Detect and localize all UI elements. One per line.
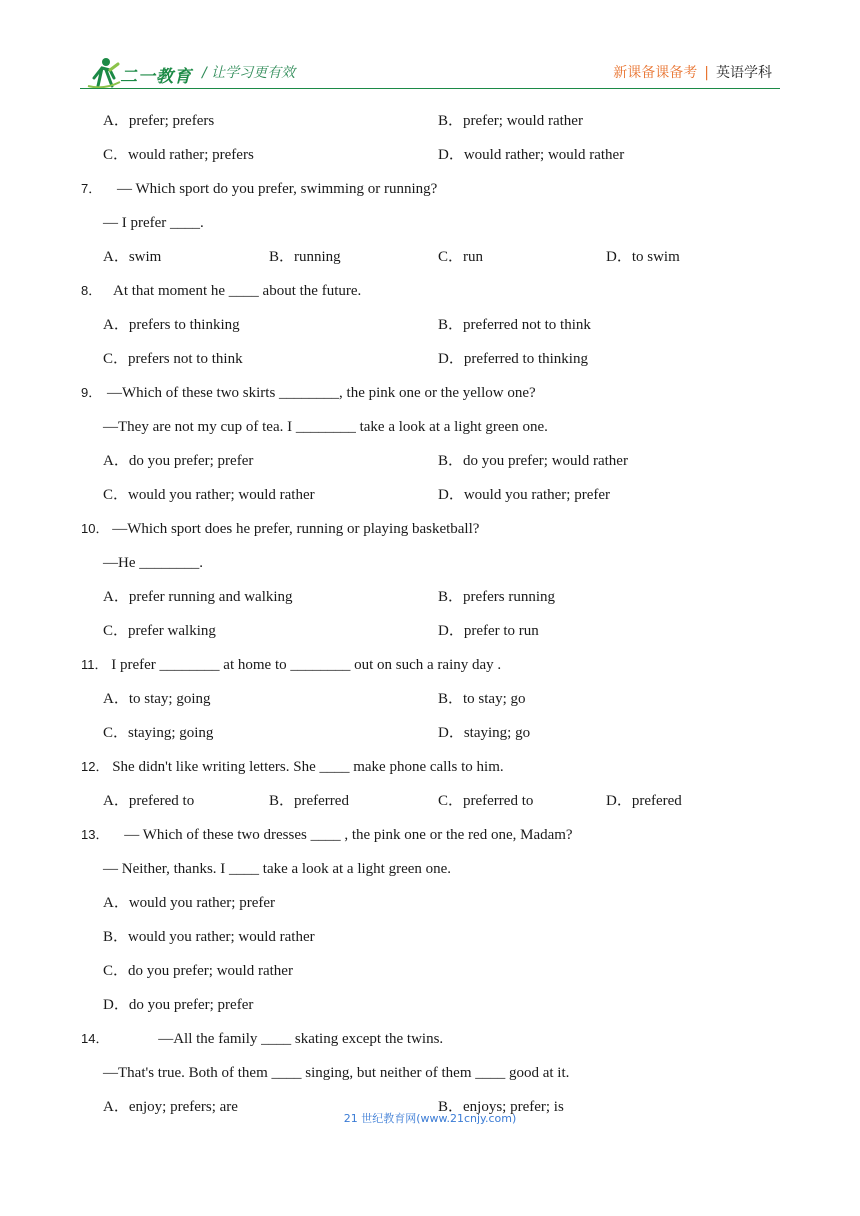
option-8-a: A．prefers to thinking bbox=[103, 317, 240, 333]
option-7-c: C．run bbox=[438, 249, 484, 265]
option-12-b: B．preferred bbox=[269, 793, 349, 809]
question-number: 10． bbox=[81, 521, 109, 536]
question-10 bbox=[81, 512, 479, 546]
option-13-a: A．would you rather; prefer bbox=[103, 895, 276, 911]
option-10-d: D．prefer to run bbox=[438, 623, 539, 639]
question-number: 14． bbox=[81, 1031, 109, 1046]
brand-label: 新课备课备考 bbox=[613, 65, 698, 81]
question-text: At that moment he ____ about the future. bbox=[112, 283, 362, 299]
option-12-a: A．prefered to bbox=[103, 793, 195, 809]
option-6-a: A．prefer; prefers bbox=[103, 113, 215, 129]
question-14-line-2: —That's true. Both of them ____ singing, but neither of them ____ good at it. bbox=[103, 1065, 570, 1081]
option-6-d: D．would rather; would rather bbox=[438, 147, 625, 163]
option-11-a: A．to stay; going bbox=[103, 691, 211, 707]
option-9-b: B．do you prefer; would rather bbox=[438, 453, 628, 469]
option-11-b: B．to stay; go bbox=[438, 691, 526, 707]
option-11-d: D．staying; go bbox=[438, 725, 531, 741]
question-13 bbox=[81, 818, 573, 852]
question-number: 11． bbox=[81, 657, 108, 672]
option-9-a: A．do you prefer; prefer bbox=[103, 453, 254, 469]
option-11-c: C．staying; going bbox=[103, 725, 214, 741]
option-6-b: B．prefer; would rather bbox=[438, 113, 583, 129]
question-7 bbox=[81, 172, 437, 206]
header-separator: | bbox=[704, 65, 709, 81]
question-text: She didn't like writing letters. She ____ make phone calls to him. bbox=[112, 759, 504, 775]
option-9-d: D．would you rather; prefer bbox=[438, 487, 611, 503]
option-9-c: C．would you rather; would rather bbox=[103, 487, 315, 503]
option-13-b: B．would you rather; would rather bbox=[103, 929, 315, 945]
option-14-a: A．enjoy; prefers; are bbox=[103, 1099, 238, 1115]
question-number: 13． bbox=[81, 827, 109, 842]
question-7-line-2: — I prefer ____. bbox=[103, 215, 204, 231]
question-text: — Which sport do you prefer, swimming or running? bbox=[116, 181, 438, 197]
question-13-line-2: — Neither, thanks. I ____ take a look at a light green one. bbox=[103, 861, 452, 877]
question-14 bbox=[81, 1022, 443, 1056]
page-footer: 21 世纪教育网(www.21cnjy.com) bbox=[343, 1112, 517, 1125]
question-number: 7． bbox=[81, 181, 102, 196]
page-header bbox=[0, 0, 860, 100]
option-10-c: C．prefer walking bbox=[103, 623, 216, 639]
question-12 bbox=[81, 750, 504, 784]
question-text: —Which of these two skirts ________, the pink one or the yellow one? bbox=[106, 385, 536, 401]
option-7-b: B．running bbox=[269, 249, 341, 265]
option-12-d: D．prefered bbox=[606, 793, 682, 809]
slogan: / 让学习更有效 bbox=[202, 65, 296, 81]
option-14-b: B．enjoys; prefer; is bbox=[438, 1099, 564, 1115]
option-6-c: C．would rather; prefers bbox=[103, 147, 254, 163]
option-8-c: C．prefers not to think bbox=[103, 351, 243, 367]
option-7-d: D．to swim bbox=[606, 249, 680, 265]
subject-label: 英语学科 bbox=[716, 65, 772, 81]
option-7-a: A．swim bbox=[103, 249, 162, 265]
option-12-c: C．preferred to bbox=[438, 793, 534, 809]
question-number: 8． bbox=[81, 283, 102, 298]
question-10-line-2: —He ________. bbox=[103, 555, 203, 571]
question-9-line-2: —They are not my cup of tea. I ________ take a look at a light green one. bbox=[103, 419, 548, 435]
option-10-b: B．prefers running bbox=[438, 589, 556, 605]
option-10-a: A．prefer running and walking bbox=[103, 589, 293, 605]
question-text: —Which sport does he prefer, running or playing basketball? bbox=[112, 521, 480, 537]
option-8-d: D．preferred to thinking bbox=[438, 351, 588, 367]
question-11 bbox=[81, 648, 501, 682]
logo-text: 二一教育 bbox=[120, 67, 192, 87]
option-13-c: C．do you prefer; would rather bbox=[103, 963, 293, 979]
question-9 bbox=[81, 376, 536, 410]
question-number: 9． bbox=[81, 385, 102, 400]
question-text: — Which of these two dresses ____ , the pink one or the red one, Madam? bbox=[124, 827, 573, 843]
question-number: 12． bbox=[81, 759, 109, 774]
header-divider bbox=[80, 88, 780, 89]
header-subject-area bbox=[613, 62, 772, 82]
question-text: I prefer ________ at home to ________ out on such a rainy day . bbox=[111, 657, 502, 673]
option-8-b: B．preferred not to think bbox=[438, 317, 591, 333]
question-text: —All the family ____ skating except the twins. bbox=[158, 1031, 444, 1047]
question-8 bbox=[81, 274, 361, 308]
option-13-d: D．do you prefer; prefer bbox=[103, 997, 254, 1013]
